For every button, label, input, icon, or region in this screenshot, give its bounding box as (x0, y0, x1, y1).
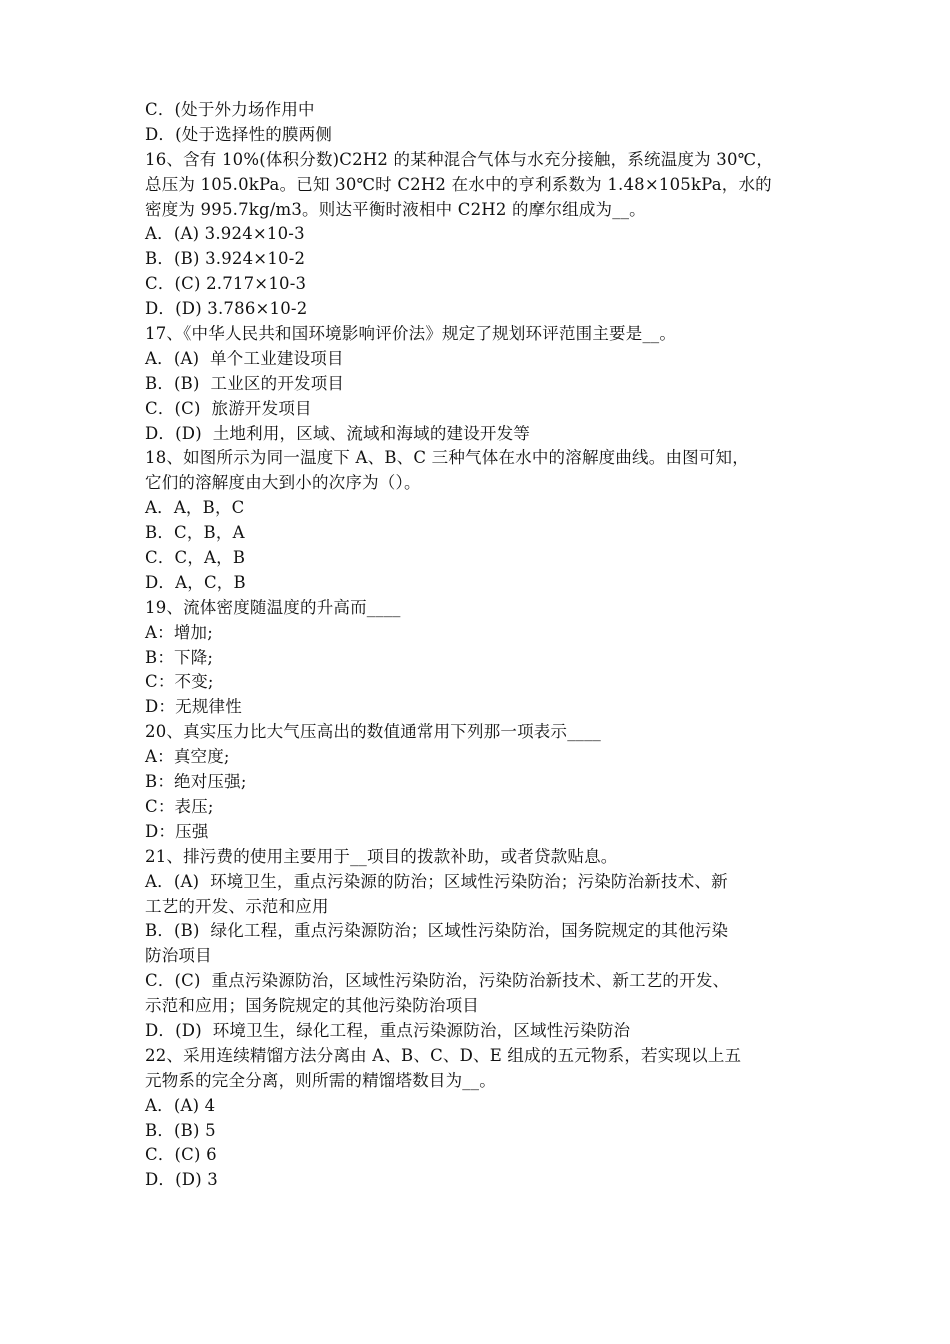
option-line: C：表压; (145, 796, 214, 816)
option-line: 防治项目 (145, 946, 212, 966)
option-line: B：绝对压强; (145, 772, 247, 792)
option-line: C．(C) 2.717×10-3 (145, 274, 307, 294)
option-line: C．(C) 重点污染源防治，区域性污染防治，污染防治新技术、新工艺的开发、 (145, 971, 730, 991)
option-line: B．C，B，A (145, 523, 245, 543)
document-page (145, 98, 815, 1193)
option-line: C．C，A，B (145, 548, 246, 568)
question-18-line: 18、如图所示为同一温度下 A、B、C 三种气体在水中的溶解度曲线。由图可知， (145, 448, 749, 468)
option-line: D．(D) 3.786×10-2 (145, 299, 308, 319)
option-line: A．(A) 4 (145, 1095, 216, 1115)
option-line: C．(C) 6 (145, 1145, 217, 1165)
question-22-line: 22、采用连续精馏方法分离由 A、B、C、D、E 组成的五元物系，若实现以上五 (145, 1045, 742, 1065)
option-line: B．(B) 3.924×10-2 (145, 249, 306, 269)
question-16-line: 密度为 995.7kg/m3。则达平衡时液相中 C2H2 的摩尔组成为__。 (145, 199, 646, 219)
question-20-line: 20、真实压力比大气压高出的数值通常用下列那一项表示____ (145, 722, 601, 742)
option-line: A．(A) 环境卫生，重点污染源的防治；区域性污染防治；污染防治新技术、新 (145, 871, 728, 891)
option-line: B：下降; (145, 647, 214, 667)
question-16-line: 16、含有 10%(体积分数)C2H2 的某种混合气体与水充分接触，系统温度为 30℃， (145, 149, 774, 169)
option-line: A．A，B，C (145, 498, 245, 518)
option-line: A：增加; (145, 622, 213, 642)
question-17-line: 17、《中华人民共和国环境影响评价法》规定了规划环评范围主要是__。 (145, 324, 677, 344)
option-line: B．(B) 工业区的开发项目 (145, 373, 345, 393)
option-line: A．(A) 3.924×10-3 (145, 224, 305, 244)
option-line: D：压强 (145, 821, 209, 841)
option-line: C．(处于外力场作用中 (145, 100, 315, 119)
option-line: B．(B) 5 (145, 1120, 216, 1140)
option-line: 工艺的开发、示范和应用 (145, 896, 329, 916)
option-line: D．(D) 环境卫生，绿化工程，重点污染源防治，区域性污染防治 (145, 1020, 631, 1040)
question-16-line: 总压为 105.0kPa。已知 30℃时 C2H2 在水中的亨利系数为 1.48×105kPa，水的 (145, 174, 772, 194)
option-line: C：不变; (145, 672, 214, 692)
option-line: D．A，C，B (145, 572, 246, 592)
option-line: D．(D) 土地利用，区域、流域和海域的建设开发等 (145, 423, 531, 443)
option-line: B．(B) 绿化工程，重点污染源防治；区域性污染防治，国务院规定的其他污染 (145, 921, 729, 941)
option-line: C．(C) 旅游开发项目 (145, 398, 312, 418)
option-line: D．(D) 3 (145, 1170, 218, 1190)
option-line: 示范和应用；国务院规定的其他污染防治项目 (145, 996, 479, 1016)
question-18-line: 它们的溶解度由大到小的次序为（）。 (145, 473, 421, 493)
question-19-line: 19、流体密度随温度的升高而____ (145, 597, 401, 617)
option-line: D．(处于选择性的膜两侧 (145, 124, 333, 144)
option-line: A．(A) 单个工业建设项目 (145, 348, 344, 368)
question-21-line: 21、排污费的使用主要用于__项目的拨款补助，或者贷款贴息。 (145, 846, 618, 866)
question-22-line: 元物系的完全分离，则所需的精馏塔数目为__。 (145, 1070, 496, 1090)
option-line: D：无规律性 (145, 697, 242, 717)
option-line: A：真空度; (145, 747, 230, 767)
